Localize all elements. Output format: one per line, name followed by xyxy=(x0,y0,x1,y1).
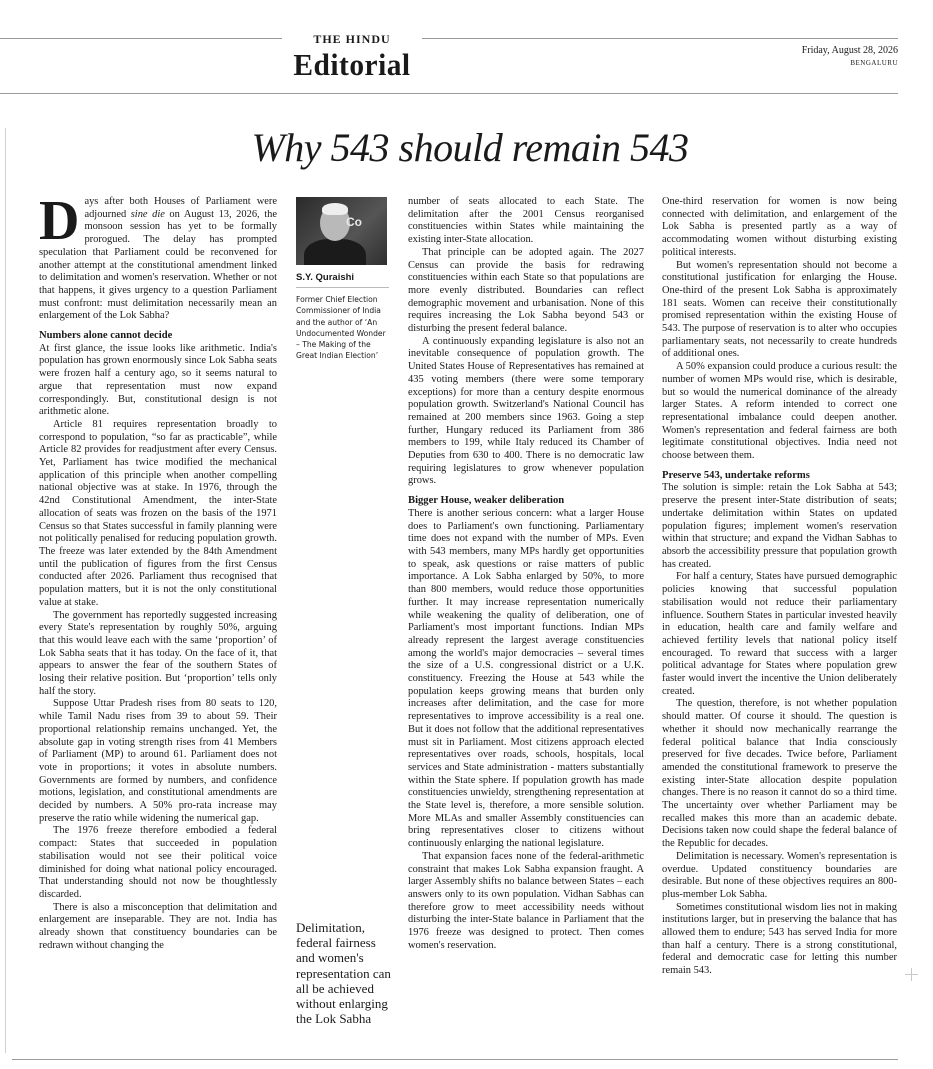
date: Friday, August 28, 2026 xyxy=(801,45,898,56)
dateline xyxy=(802,45,898,69)
column-4 xyxy=(662,196,897,978)
paragraph: Sometimes constitutional wisdom lies not in making institutions larger, but in preserving the balance that has allowed them to endure; 543 has served India for more than half a century. There is a strong constitutional, federal and democratic case for letting this number remain 543. xyxy=(662,901,897,977)
column-1 xyxy=(39,190,277,952)
paragraph: That expansion faces none of the federal-arithmetic constraint that makes Lok Sabha expansion fraught. A larger Assembly shifts no balance between States – each answers only to its own population. Vidhan Sabhas can therefore grow to meet accessibility needs without disturbing the inter-State balance in Parliament that the 1976 freeze was designed to protect. Then comes women's reservation. xyxy=(408,850,644,951)
photo-backdrop-text: Co xyxy=(346,215,362,229)
subheading-2: Bigger House, weaker deliberation xyxy=(408,495,565,507)
subheading-3: Preserve 543, undertake reforms xyxy=(662,469,810,481)
author-box xyxy=(296,197,389,362)
paragraph: There is another serious concern: what a larger House does to Parliament's own functioning. Parliamentary time does not expand with the number of MPs. Even with 543 members, many MPs hardly get opportunities to speak, ask questions or raise matters of public importance. A Lok Sabha enlarged by 50%, to more than 800 members, would reduce those opportunities further. It may increase representation numerically while weakening the quality of deliberation, one of Parliament's most important functions. Indian MPs already represent the largest average constituencies among the world's major democracies – several times the size of a U.S. congressional district or a U.K. constituency. Freezing the House at 543 while the population keeps growing means that burden only increases after delimitation, and the case for more representatives to improve accessibility is a real one. But it does not follow that the additional representatives must sit in Parliament. Most citizens approach elected representatives over roads, schools, hospitals, local services and State administration - matters substantially within the State sphere. If population growth has made constituencies unwieldy, strengthening representation at the State level is, therefore, a more sensible solution. More MLAs and smaller Assembly constituencies can bring representatives closer to citizens without continuously enlarging the national legislature. xyxy=(408,507,644,850)
crosshair-mark xyxy=(905,968,918,981)
column-3 xyxy=(408,196,644,952)
paragraph: There is also a misconception that delimitation and enlargement are inseparable. They are not. India has already shown that constituency boundaries can be redrawn without changing the xyxy=(39,901,277,951)
masthead xyxy=(282,31,422,87)
section-title: Editorial xyxy=(293,47,411,82)
header-rule xyxy=(0,93,898,94)
paragraph: Delimitation is necessary. Women's representation is overdue. Updated constituency boundaries are desirable. But none of these objectives requires an 800-plus-member Lok Sabha. xyxy=(662,850,897,900)
subheading-1: Numbers alone cannot decide xyxy=(39,330,173,342)
brand-name: THE HINDU xyxy=(313,32,391,46)
pull-quote: Delimitation, federal fairness and women's representation can all be achieved without enlarging the Lok Sabha xyxy=(296,920,391,1027)
author-photo xyxy=(296,197,387,265)
top-rule xyxy=(0,38,898,39)
author-name: S.Y. Quraishi xyxy=(296,272,389,288)
intro-paragraph xyxy=(39,190,277,323)
paragraph: A 50% expansion could produce a curious result: the number of women MPs would rise, which is desirable, but so would the numerical dominance of the already larger States. A reform intended to correct one representational imbalance could deepen another. Women's representation and federal fairness are both legitimate constitutional objectives. India need not choose between them. xyxy=(662,361,897,462)
paragraph: The government has reportedly suggested increasing every State's representation by roughly 50%, arguing that this would leave each with the same ‘proportion’ of Lok Sabha seats that it has today. On the face of it, that appears to answer the fear of the southern States of losing their relative position. But ‘proportion’ tells only half the story. xyxy=(39,609,277,697)
intro-text: ays after both Houses of Parliament were adjourned sine die on August 13, 2026, the monsoon session has yet to be formally prorogued. The delay has prompted speculation that Parliament could be reconvened for another attempt at the constitutional amendment linked to delimitation and women's reservation. Whether or not that happens, it gives urgency to a question Parliament must confront: must delimitation necessarily mean an enlargement of the Lok Sabha? xyxy=(39,196,277,322)
city: BENGALURU xyxy=(850,59,898,67)
paragraph: At first glance, the issue looks like arithmetic. India's population has grown enormously since Lok Sabha seats were frozen half a century ago, so it seems natural to argue that representation must now expand correspondingly. But, constitutional design is not arithmetic alone. xyxy=(39,342,277,418)
bottom-rule xyxy=(12,1059,898,1060)
paragraph: The solution is simple: retain the Lok Sabha at 543; preserve the present inter-State distribution of seats; undertake delimitation within States on updated population figures; implement women's reservation within that structure; and expand the Vidhan Sabhas to absorb the accessibility pressure that population growth has created. xyxy=(662,482,897,570)
paragraph: One-third reservation for women is now being connected with delimitation, and enlargement of the Lok Sabha is presented partly as a way of accommodating women without disturbing existing political interests. xyxy=(662,196,897,258)
paragraph: That principle can be adopted again. The 2027 Census can provide the basis for redrawing constituencies within each State so that populations are more evenly distributed. Boundaries can reflect demographic movement and urbanisation. None of this requires increasing the Lok Sabha beyond 543 or disturbing the present federal balance. xyxy=(408,246,644,335)
paragraph: Suppose Uttar Pradesh rises from 80 seats to 120, while Tamil Nadu rises from 39 to about 59. Their proportional relationship remains unchanged. Yet, the absolute gap in voting strength rises from 41 Members of Parliament (MP) to around 61. Parliament does not vote in proportions; it votes in absolute numbers. Governments are formed by numbers, and confidence motions, legislation, and constitutional amendments are decided by numbers. A 50% pro-rata increase may preserve the ratio while widening the numerical gap. xyxy=(39,698,277,824)
paragraph: number of seats allocated to each State. The delimitation after the 2001 Census reorganised constituencies within States while maintaining the existing inter-State allocation. xyxy=(408,196,644,246)
paragraph: Article 81 requires representation broadly to correspond to population, “so far as practicable”, while Article 82 provides for readjustment after every Census. Yet, Parliament has twice modified the mechanical application of this principle when another compelling national objective was at stake. In 1976, through the 42nd Constitutional Amendment, the inter-State allocation of seats was frozen on the basis of the 1971 Census so that States successful in family planning were not politically penalised for reducing population growth. The freeze was later extended by the 84th Amendment until the publication of figures from the first Census conducted after 2026. Parliament thus recognised that population matters, but it is not the only constitutional value at stake. xyxy=(39,418,277,608)
paragraph: The 1976 freeze therefore embodied a federal compact: States that succeeded in population stabilisation would not see their political voice diminished for doing what national policy encouraged. That understanding should not now be thoughtlessly discarded. xyxy=(39,825,277,900)
paragraph: For half a century, States have pursued demographic policies knowing that successful population stabilisation would not reduce their parliamentary influence. Southern States in particular invested heavily in education, health care and family welfare and achieved fertility levels that national policy itself encouraged. To reward that success with a larger political advantage for States where population grew faster would invert the incentive the Union deliberately created. xyxy=(662,571,897,697)
headline: Why 543 should remain 543 xyxy=(251,125,689,170)
paragraph: But women's representation should not become a constitutional justification for enlarging the House. One-third of the present Lok Sabha is approximately 181 seats. Women can receive their constitutionally promised representation within the existing House of 543. The purpose of reservation is to alter who occupies parliamentary seats, not necessarily to create hundreds of additional ones. xyxy=(662,259,897,360)
author-bio: Former Chief Election Commissioner of India and the author of ‘An Undocumented Wonder – The Making of the Great Indian Election’ xyxy=(296,295,386,361)
dropcap: D xyxy=(39,190,80,252)
paragraph: The question, therefore, is not whether population should matter. Of course it should. The question is whether it should now mechanically rearrange the federal political balance that India consciously preserved for five decades. Twice before, Parliament amended the constitutional framework to preserve the existing inter-State allocation despite population changes. There is no reason it cannot do so a third time. The uncertainty over whether Parliament may be recalled makes this more than an academic debate. Decisions taken now could shape the federal balance of the Republic for decades. xyxy=(662,698,897,850)
paragraph: A continuously expanding legislature is also not an inevitable consequence of population growth. The United States House of Representatives has remained at 435 voting members (there were some temporary exceptions) for more than a century despite enormous population growth. Switzerland's National Council has remained at 200 members since 1963. Going a step further, Hungary reduced its Parliament from 386 members to 199, while Italy reduced its Chamber of Deputies from 630 to 400. There is no democratic law requiring legislatures to grow whenever population grows. xyxy=(408,335,644,487)
left-margin-rule xyxy=(5,128,6,1053)
